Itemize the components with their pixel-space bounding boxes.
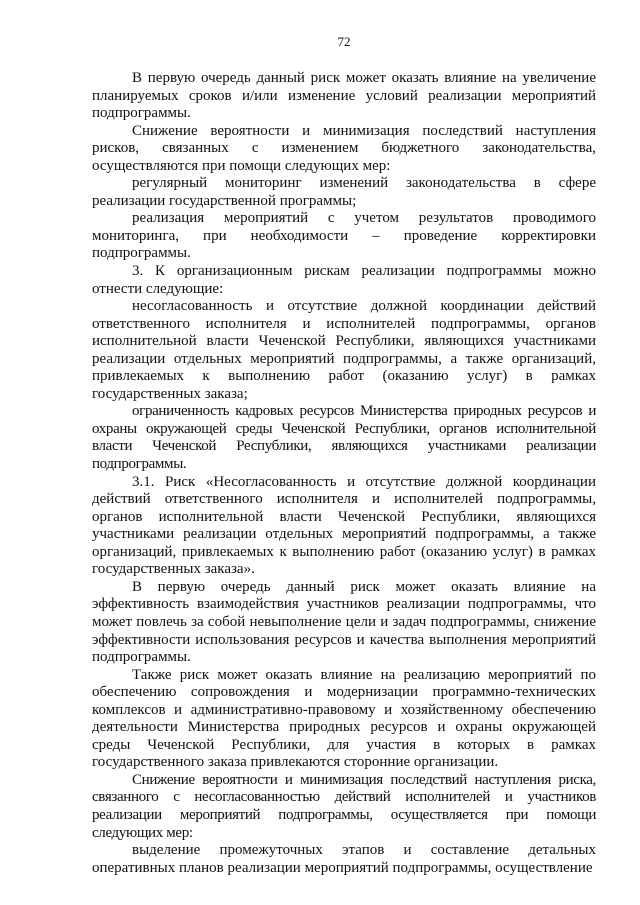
paragraph-8: 3.1. Риск «Несогласованность и отсутствие должной координации действий ответственного исполнителя и исполнителей подпрограммы, органов исполнительной власти Чеченской Республики, являющихся участниками реализации отдельных мероприятий подпрограммы, а также организаций, привлекаемых к выполнению работ (оказанию услуг) в рамках государственных заказа». [92, 473, 596, 578]
paragraph-3: регулярный мониторинг изменений законодательства в сфере реализации государственной программы; [92, 175, 596, 209]
document-page [92, 34, 596, 877]
page-number: 72 [337, 34, 351, 49]
paragraph-9: В первую очередь данный риск может оказать влияние на эффективность взаимодействия участников реализации подпрограммы, что может повлечь за собой невыполнение цели и задач подпрограммы, снижение эффективности использования ресурсов и качества выполнения мероприятий подпрограммы. [92, 578, 596, 666]
paragraph-2: Снижение вероятности и минимизация последствий наступления рисков, связанных с изменением бюджетного законодательства, осуществляются при помощи следующих мер: [92, 122, 596, 174]
paragraph-1: В первую очередь данный риск может оказать влияние на увеличение планируемых сроков и/или изменение условий реализации мероприятий подпрограммы. [92, 70, 596, 122]
document-body [92, 70, 596, 877]
paragraph-11: Снижение вероятности и минимизация последствий наступления риска, связанного с несогласованностью действий исполнителей и участников реализации мероприятий подпрограммы, осуществляется при помощи следующих мер: [92, 771, 596, 841]
paragraph-6: несогласованность и отсутствие должной координации действий ответственного исполнителя и исполнителей подпрограммы, органов исполнительной власти Чеченской Республики, являющихся участниками реализации отдельных мероприятий подпрограммы, а также организаций, привлекаемых к выполнению работ (оказанию услуг) в рамках государственных заказа; [92, 298, 596, 402]
paragraph-4: реализация мероприятий с учетом результатов проводимого мониторинга, при необходимости – проведение корректировки подпрограммы. [92, 210, 596, 262]
paragraph-7: ограниченность кадровых ресурсов Министерства природных ресурсов и охраны окружающей среды Чеченской Республики, органов исполнительной власти Чеченской Республики, являющихся участниками реализации подпрограммы. [92, 403, 596, 473]
paragraph-5: 3. К организационным рискам реализации подпрограммы можно отнести следующие: [92, 263, 596, 297]
paragraph-12: выделение промежуточных этапов и составление детальных оперативных планов реализации мероприятий подпрограммы, осуществление [92, 842, 596, 876]
paragraph-10: Также риск может оказать влияние на реализацию мероприятий по обеспечению сопровождения и модернизации программно-технических комплексов и административно-правовому и хозяйственному обеспечению деятельности Министерства природных ресурсов и охраны окружающей среды Чеченской Республики, для участия в которых в рамках государственного заказа привлекаются сторонние организации. [92, 666, 596, 771]
